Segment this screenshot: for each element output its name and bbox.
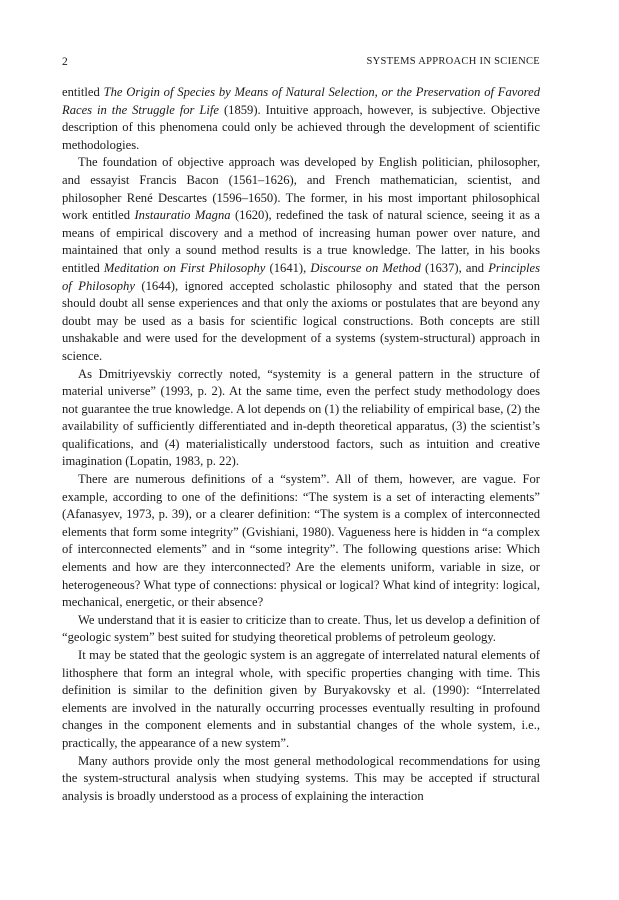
paragraph-2 bbox=[62, 154, 540, 365]
text-run: (1859). Intuitive approach, however, is subjective. Objective description of this phenomena could only be achieved through the development of scientific methodologies. bbox=[62, 102, 540, 152]
text-run: (1641), bbox=[265, 260, 311, 275]
book-title-instauratio-magna: Instauratio Magna bbox=[134, 208, 231, 223]
text-run: We understand that it is easier to criticize than to create. Thus, let us develop a definition of “geologic system” best suited for studying theoretical problems of petroleum geology. bbox=[62, 612, 540, 645]
paragraph-7 bbox=[62, 753, 540, 806]
paragraph-5 bbox=[62, 612, 540, 647]
text-run: The foundation of objective approach was developed by English politician, philosopher, and essayist Francis Bacon (1561–1626), and French mathematician, scientist, and philosopher René Descartes (1596–1650). The former, in his most important philosophical work entitled bbox=[62, 155, 540, 223]
book-title-meditation: Meditation on First Philosophy bbox=[103, 260, 266, 275]
text-run: As Dmitriyevskiy correctly noted, “systemity is a general pattern in the structure of material universe” (1993, p. 2). At the same time, even the perfect study methodology does not guarantee the true knowledge. A lot depends on (1) the reliability of empirical base, (2) the availability of sufficiently differentiated and in-depth theoretical apparatus, (3) the scientist’s qualifications, and (4) materialistically understood factors, such as intuition and creative imagination (Lopatin, 1983, p. 22). bbox=[62, 366, 540, 469]
text-run: There are numerous definitions of a “system”. All of them, however, are vague. For example, according to one of the definitions: “The system is a set of interacting elements” (Afanasyev, 1973, p. 39), or a clearer definition: “The system is a complex of interconnected elements that form some integrity” (Gvishiani, 1980). Vagueness here is hidden in “a complex of interconnected elements” and in “some integrity”. The following questions arise: Which elements and how are they interconnected? Are the elements uniform, variable in size, or heterogeneous? What type of connections: physical or logical? What kind of integrity: logical, mechanical, energetic, or their absence? bbox=[62, 472, 540, 610]
book-title-origin-of-species: The Origin of Species by Means of Natural Selection, or the Preservation of Favored Races in the Struggle for Life bbox=[62, 85, 540, 117]
paragraph-1 bbox=[62, 84, 540, 154]
book-title-discourse: Discourse on Method bbox=[310, 260, 421, 275]
paragraph-4 bbox=[62, 471, 540, 612]
text-run: (1637), and bbox=[420, 260, 489, 275]
paragraph-3 bbox=[62, 366, 540, 472]
text-run: Many authors provide only the most general methodological recommendations for using the system-structural analysis when studying systems. This may be accepted if structural analysis is broadly understood as a process of explaining the interaction bbox=[62, 753, 540, 803]
running-head bbox=[62, 52, 540, 72]
text-run: (1644), ignored accepted scholastic philosophy and stated that the person should doubt all sense experiences and that only the axioms or postulates that are beyond any doubt may be used as a basis for scientific logical constructions. Both concepts are still unshakable and were used for the development of a systems (system-structural) approach in science. bbox=[62, 278, 540, 363]
page-number: 2 bbox=[62, 56, 68, 68]
book-page bbox=[62, 52, 540, 805]
running-title: SYSTEMS APPROACH IN SCIENCE bbox=[366, 56, 540, 67]
text-run: entitled bbox=[62, 85, 104, 99]
book-title-principles: Principles of Philosophy bbox=[62, 260, 540, 293]
paragraph-6 bbox=[62, 647, 540, 753]
body-text bbox=[62, 84, 540, 805]
text-run: (1620), redefined the task of natural science, seeing it as a means of empirical discovery and a method of increasing human power over nature, and maintained that only a sound method results is a true knowledge. The latter, in his books entitled bbox=[62, 208, 540, 275]
text-run: It may be stated that the geologic system is an aggregate of interrelated natural elements of lithosphere that form an integral whole, with specific properties changing with time. This definition is similar to the definition given by Buryakovsky et al. (1990): “Interrelated elements are involved in the naturally occurring processes eventually resulting in profound changes in the component elements and in substantial changes of the whole system, i.e., practically, the appearance of a new system”. bbox=[62, 648, 540, 750]
